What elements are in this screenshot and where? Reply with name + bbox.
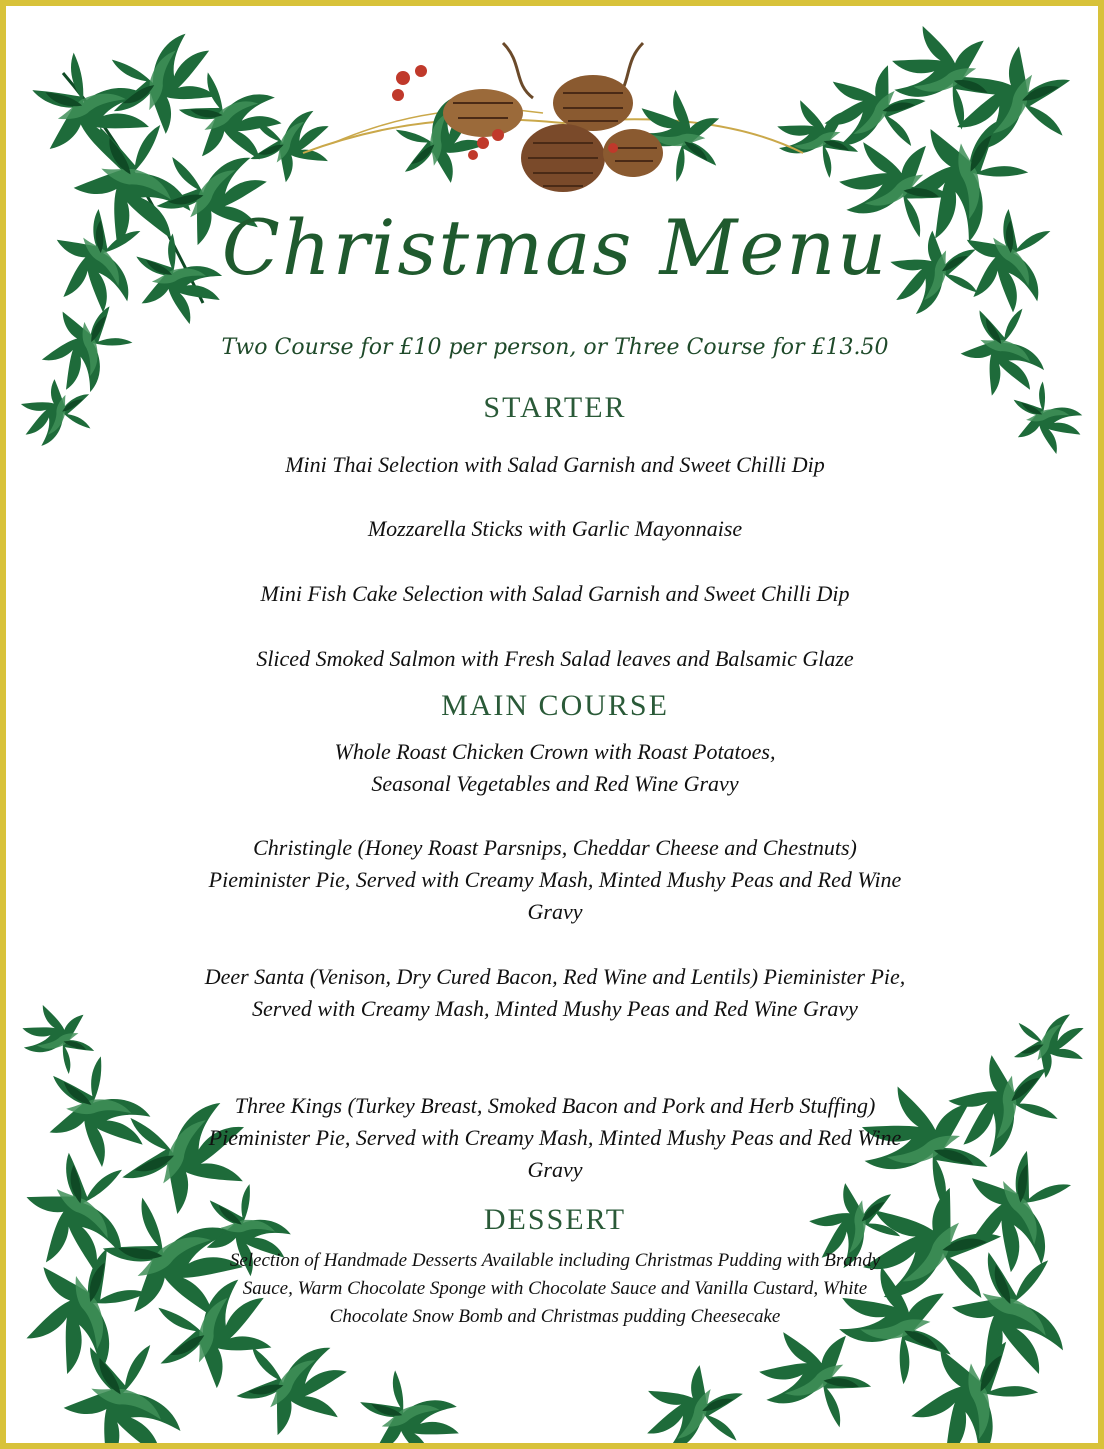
pricing-text: Two Course for £10 per person, or Three Course for £13.50: [221, 335, 889, 360]
starter-heading: STARTER: [483, 391, 627, 424]
main-course-item: Whole Roast Chicken Crown with Roast Potatoes, Seasonal Vegetables and Red Wine Gravy: [334, 739, 776, 796]
starter-item: Sliced Smoked Salmon with Fresh Salad leaves and Balsamic Glaze: [256, 646, 854, 671]
pine-cone-icon: [303, 43, 803, 201]
main-course-item: Deer Santa (Venison, Dry Cured Bacon, Red Wine and Lentils) Pieminister Pie, Served with Creamy Mash, Minted Mushy Peas and Red Wine Gravy: [204, 964, 906, 1021]
menu-title: Christmas Menu: [221, 203, 889, 292]
dessert-heading: DESSERT: [483, 1203, 627, 1236]
main-course-item: Christingle (Honey Roast Parsnips, Cheddar Cheese and Chestnuts) Pieminister Pie, Served with Creamy Mash, Minted Mushy Peas and Red Wine Gravy: [208, 835, 902, 924]
starter-item: Mozzarella Sticks with Garlic Mayonnaise: [367, 516, 743, 541]
starter-item: Mini Fish Cake Selection with Salad Garnish and Sweet Chilli Dip: [260, 581, 850, 606]
starter-item: Mini Thai Selection with Salad Garnish and Sweet Chilli Dip: [285, 452, 825, 477]
dessert-description: Selection of Handmade Desserts Available including Christmas Pudding with Brandy Sauce, Warm Chocolate Sponge with Chocolate Sauce and Vanilla Custard, White Chocolate Snow Bomb and Christmas pudding Cheesecake: [229, 1250, 881, 1327]
main-course-item: Three Kings (Turkey Breast, Smoked Bacon and Pork and Herb Stuffing) Pieminister Pie, Served with Creamy Mash, Minted Mushy Peas and Red Wine Gravy: [208, 1093, 902, 1182]
main-course-heading: MAIN COURSE: [441, 689, 669, 722]
